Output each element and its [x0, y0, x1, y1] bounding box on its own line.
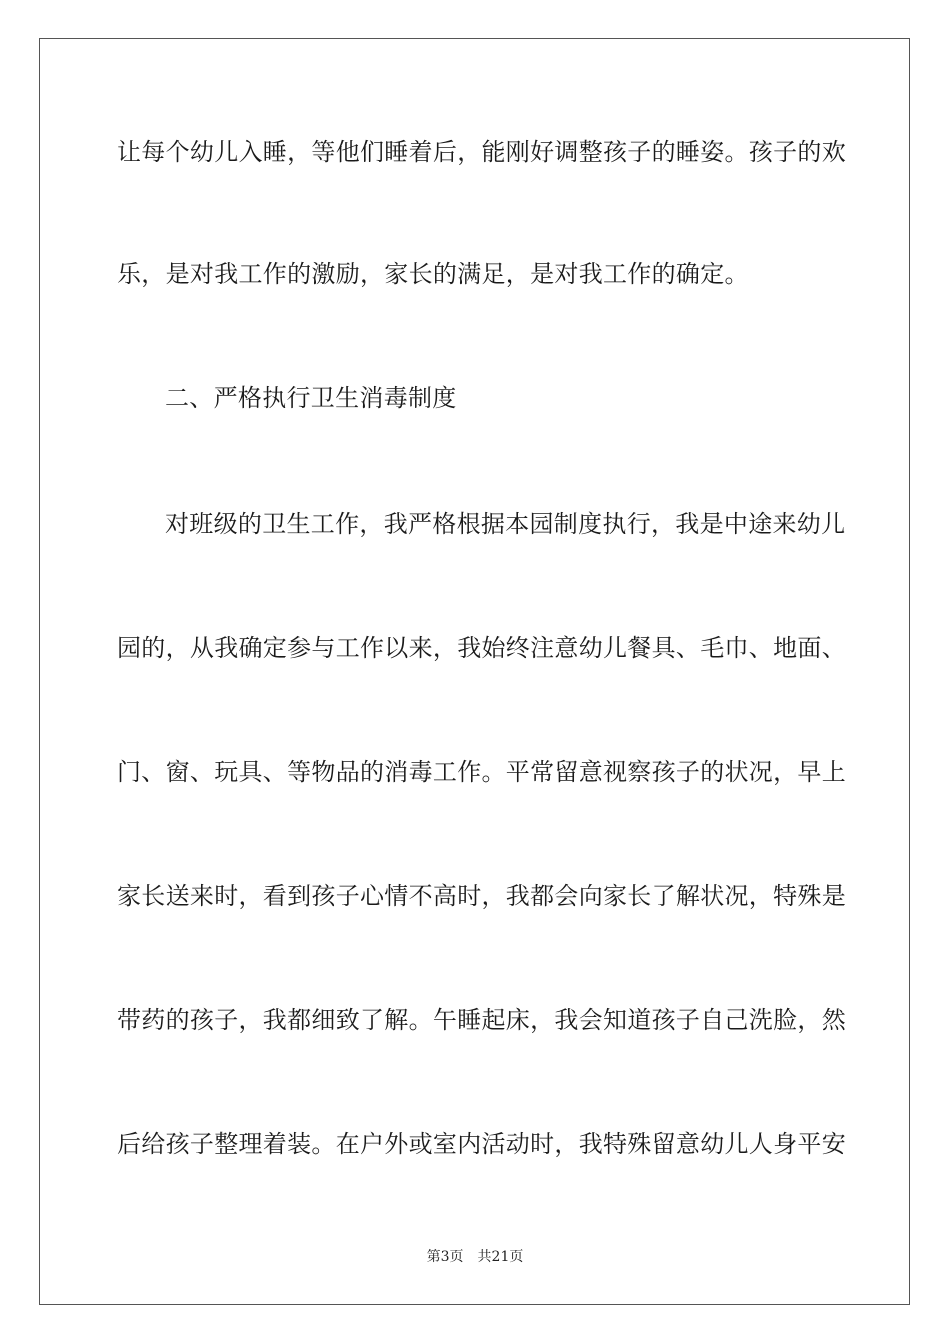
body-line-2: 乐，是对我工作的激励，家长的满足，是对我工作的确定。: [117, 260, 749, 288]
page-footer: [0, 1247, 950, 1267]
body-line-9: 后给孩子整理着装。在户外或室内活动时，我特殊留意幼儿人身平安: [117, 1130, 846, 1158]
page-border: [39, 38, 910, 1305]
body-line-6: 门、窗、玩具、等物品的消毒工作。平常留意视察孩子的状况，早上: [117, 758, 846, 786]
body-line-8: 带药的孩子，我都细致了解。午睡起床，我会知道孩子自己洗脸，然: [117, 1006, 846, 1034]
body-line-4: 对班级的卫生工作，我严格根据本园制度执行，我是中途来幼儿: [165, 510, 846, 538]
body-line-5: 园的，从我确定参与工作以来，我始终注意幼儿餐具、毛巾、地面、: [117, 634, 846, 662]
body-line-1: 让每个幼儿入睡，等他们睡着后，能刚好调整孩子的睡姿。孩子的欢: [117, 138, 846, 166]
page-total: 共21页: [477, 1249, 524, 1265]
section-heading: 二、严格执行卫生消毒制度: [165, 384, 457, 412]
page-number: 第3页: [426, 1249, 464, 1265]
body-line-7: 家长送来时，看到孩子心情不高时，我都会向家长了解状况，特殊是: [117, 882, 846, 910]
